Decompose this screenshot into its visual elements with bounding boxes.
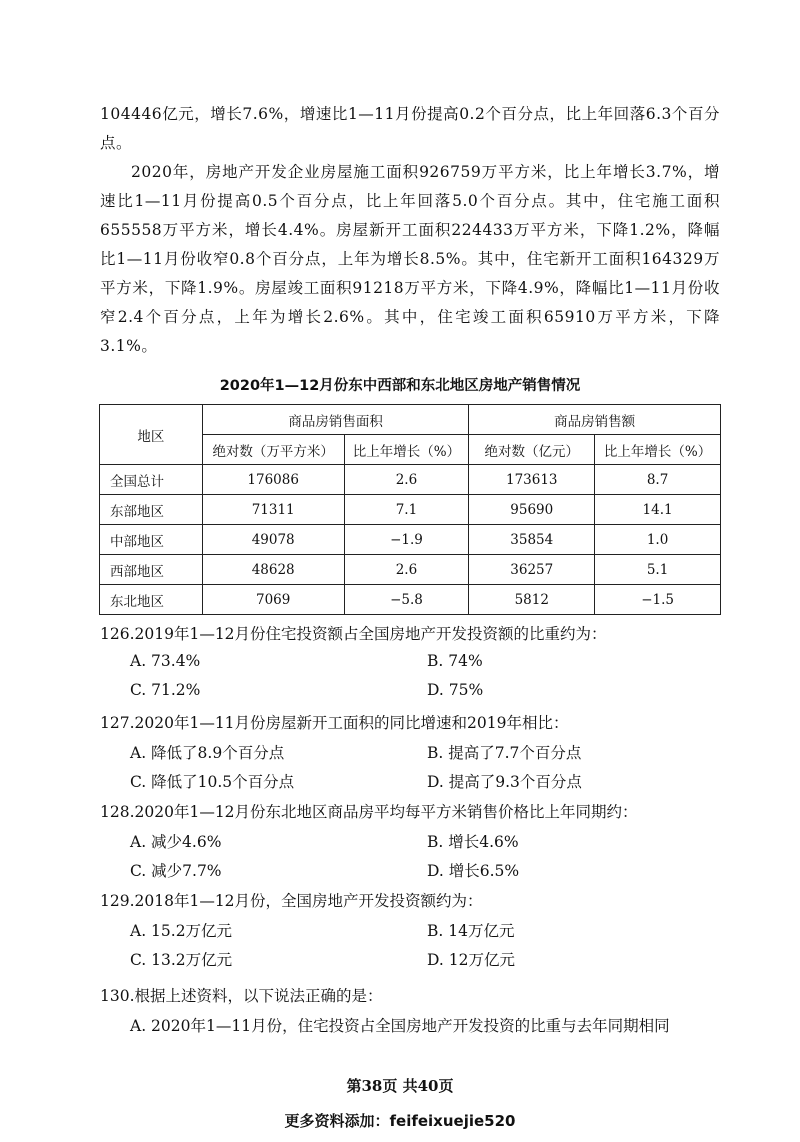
header-area-growth: 比上年增长（%） <box>344 435 469 465</box>
cell-sales-growth: −1.5 <box>595 585 721 615</box>
cell-area-growth: 2.6 <box>344 555 469 585</box>
header-region: 地区 <box>100 405 203 465</box>
cell-sales-growth: 1.0 <box>595 525 721 555</box>
option-126-b: B. 74% <box>427 652 483 670</box>
cell-area: 176086 <box>202 465 344 495</box>
option-127-a: A. 降低了8.9个百分点 <box>130 744 285 762</box>
option-128-a: A. 减少4.6% <box>130 833 222 851</box>
cell-sales-growth: 14.1 <box>595 495 721 525</box>
option-128-c: C. 减少7.7% <box>130 862 222 880</box>
table-row <box>100 555 721 585</box>
question-128: 128.2020年1—12月份东北地区商品房平均每平方米销售价格比上年同期约： <box>100 803 638 821</box>
header-sales-growth: 比上年增长（%） <box>595 435 721 465</box>
option-128-b: B. 增长4.6% <box>427 833 519 851</box>
option-129-b: B. 14万亿元 <box>427 922 515 940</box>
option-129-d: D. 12万亿元 <box>427 951 515 969</box>
cell-sales-growth: 8.7 <box>595 465 721 495</box>
cell-sales: 35854 <box>469 525 595 555</box>
cell-sales: 95690 <box>469 495 595 525</box>
sales-table <box>99 404 721 615</box>
cell-region: 全国总计 <box>100 465 203 495</box>
cell-region: 东北地区 <box>100 585 203 615</box>
question-130: 130.根据上述资料，以下说法正确的是： <box>100 987 383 1005</box>
option-130-a: A. 2020年1—11月份，住宅投资占全国房地产开发投资的比重与去年同期相同 <box>130 1017 670 1035</box>
cell-area-growth: 7.1 <box>344 495 469 525</box>
cell-area: 48628 <box>202 555 344 585</box>
cell-area-growth: 2.6 <box>344 465 469 495</box>
option-129-a: A. 15.2万亿元 <box>130 922 233 940</box>
option-126-c: C. 71.2% <box>130 681 201 699</box>
cell-region: 中部地区 <box>100 525 203 555</box>
cell-area-growth: −1.9 <box>344 525 469 555</box>
question-126: 126.2019年1—12月份住宅投资额占全国房地产开发投资额的比重约为： <box>100 625 607 643</box>
cell-sales-growth: 5.1 <box>595 555 721 585</box>
option-126-a: A. 73.4% <box>130 652 201 670</box>
paragraph-investment: 104446亿元，增长7.6%，增速比1—11月份提高0.2个百分点，比上年回落6.3个百分点。 <box>100 105 720 152</box>
cell-area: 71311 <box>202 495 344 525</box>
header-sales-absolute: 绝对数（亿元） <box>469 435 595 465</box>
option-129-c: C. 13.2万亿元 <box>130 951 233 969</box>
header-sales-area: 商品房销售面积 <box>202 405 469 435</box>
table-title: 2020年1—12月份东中西部和东北地区房地产销售情况 <box>219 378 581 394</box>
option-127-b: B. 提高了7.7个百分点 <box>427 744 582 762</box>
question-129: 129.2018年1—12月份，全国房地产开发投资额约为： <box>100 892 483 910</box>
table-row <box>100 525 721 555</box>
table-row <box>100 495 721 525</box>
option-127-c: C. 降低了10.5个百分点 <box>130 773 295 791</box>
table-row <box>100 465 721 495</box>
option-128-d: D. 增长6.5% <box>427 862 520 880</box>
option-127-d: D. 提高了9.3个百分点 <box>427 773 582 791</box>
question-127: 127.2020年1—11月份房屋新开工面积的同比增速和2019年相比： <box>100 714 569 732</box>
cell-sales: 173613 <box>469 465 595 495</box>
cell-region: 西部地区 <box>100 555 203 585</box>
header-area-absolute: 绝对数（万平方米） <box>202 435 344 465</box>
cell-area: 7069 <box>202 585 344 615</box>
page-number: 第38页 共40页 <box>346 1077 454 1095</box>
cell-sales: 5812 <box>469 585 595 615</box>
contact-note: 更多资料添加：feifeixuejie520 <box>284 1112 516 1130</box>
option-126-d: D. 75% <box>427 681 484 699</box>
paragraph-construction-area: 2020年，房地产开发企业房屋施工面积926759万平方米，比上年增长3.7%，增速比1—11月份提高0.5个百分点，比上年回落5.0个百分点。其中，住宅施工面积655558万平方米，增长4.4%。房屋新开工面积224433万平方米，下降1.2%，降幅比1—11月份收窄0.8个百分点，上年为增长8.5%。其中，住宅新开工面积164329万平方米，下降1.9%。房屋竣工面积91218万平方米，下降4.9%，降幅比1—11月份收窄2.4个百分点，上年为增长2.6%。其中，住宅竣工面积65910万平方米，下降3.1%。 <box>100 163 720 355</box>
table-row <box>100 585 721 615</box>
cell-area-growth: −5.8 <box>344 585 469 615</box>
header-sales-amount: 商品房销售额 <box>469 405 721 435</box>
cell-sales: 36257 <box>469 555 595 585</box>
cell-region: 东部地区 <box>100 495 203 525</box>
cell-area: 49078 <box>202 525 344 555</box>
